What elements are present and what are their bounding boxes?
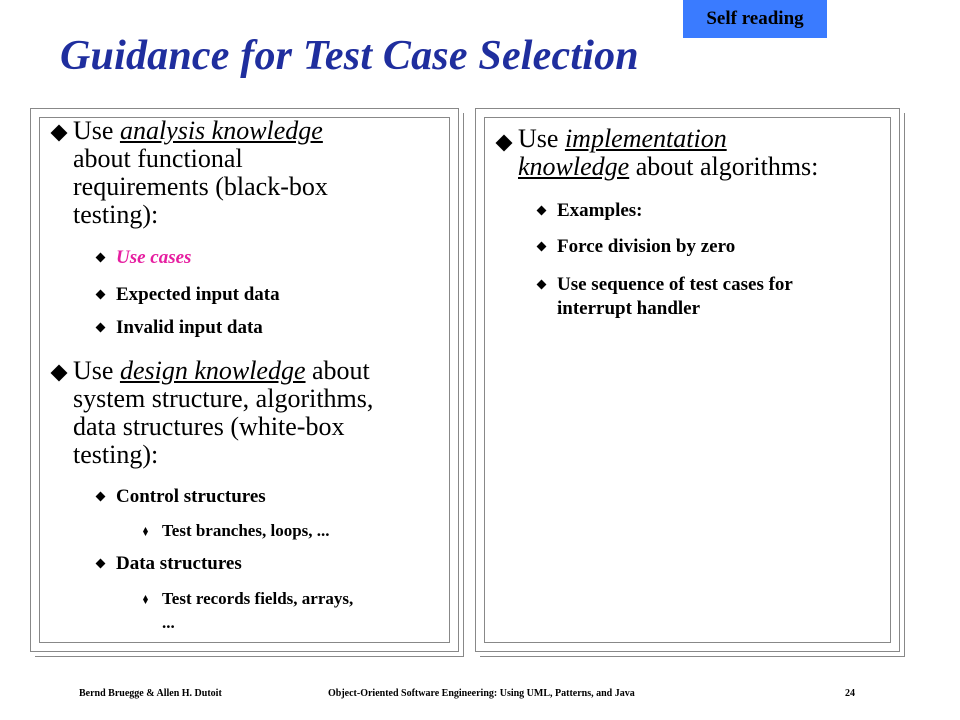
knowledge-term: knowledge (518, 152, 630, 181)
bullet-design-knowledge: Use design knowledge about system structure, algorithms, data structures (white-box testing): (73, 356, 374, 469)
sub-control-structures: Control structures (116, 486, 266, 507)
subsub-test-records: Test records fields, arrays, ... (162, 589, 354, 632)
sub-expected-input: Expected input data (116, 284, 280, 305)
slide-title: Guidance for Test Case Selection (60, 33, 639, 79)
footer-authors: Bernd Bruegge & Allen H. Dutoit (79, 688, 222, 699)
left-content-box (30, 108, 459, 652)
footer-page-number: 24 (845, 688, 855, 699)
implementation-term: implementation (564, 124, 727, 153)
right-inner-frame (484, 117, 891, 643)
sub-force-division: Force division by zero (557, 236, 736, 257)
sub-data-structures: Data structures (116, 553, 242, 574)
sub-use-sequence: Use sequence of test cases for interrupt handler (557, 274, 793, 319)
design-knowledge-term: design knowledge (119, 356, 306, 385)
subsub-test-branches: Test branches, loops, ... (162, 521, 330, 540)
bullet-implementation-knowledge: Use implementation knowledge about algorithms: (518, 124, 819, 181)
right-content-box (475, 108, 900, 652)
self-reading-badge: Self reading (683, 0, 827, 38)
sub-use-cases: Use cases (116, 247, 192, 268)
footer-book-title: Object-Oriented Software Engineering: Using UML, Patterns, and Java (328, 688, 635, 699)
bullet-analysis-knowledge: Use analysis knowledge about functional requirements (black-box testing): (73, 116, 328, 229)
sub-examples: Examples: (557, 200, 643, 221)
sub-invalid-input: Invalid input data (116, 317, 263, 338)
analysis-knowledge-term: analysis knowledge (119, 116, 323, 145)
